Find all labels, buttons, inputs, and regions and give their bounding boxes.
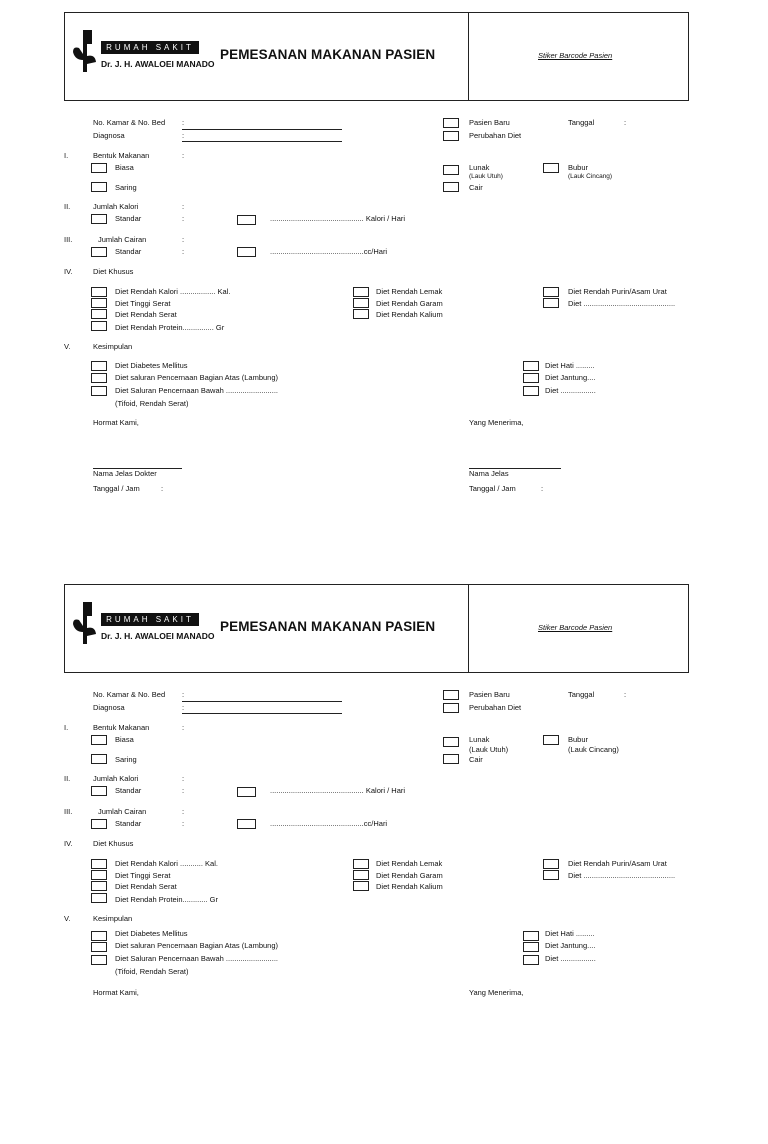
diet-option: Diet Rendah Kalium — [376, 310, 443, 319]
diet-checkbox[interactable] — [353, 881, 369, 891]
diet-checkbox[interactable] — [353, 298, 369, 308]
fluid-standard-checkbox[interactable] — [91, 819, 107, 829]
lunak-checkbox[interactable] — [443, 165, 459, 175]
diet-checkbox[interactable] — [91, 870, 107, 880]
conclusion-checkbox[interactable] — [91, 955, 107, 965]
colon: : — [182, 214, 185, 223]
diet-option: Diet Rendah Serat — [115, 882, 177, 891]
standard-label: Standar — [115, 819, 142, 828]
receiver-name-label: Nama Jelas — [469, 469, 509, 478]
conclusion-option: Diet Diabetes Mellitus — [115, 361, 188, 370]
section-number: I. — [64, 723, 69, 732]
lunak-checkbox[interactable] — [443, 737, 459, 747]
barcode-sticker-label: Stiker Barcode Pasien — [538, 623, 613, 632]
colon: : — [541, 484, 544, 493]
colon: : — [182, 723, 185, 732]
diet-change-checkbox[interactable] — [443, 703, 459, 713]
diet-option: Diet Rendah Lemak — [376, 287, 443, 296]
conclusion-checkbox[interactable] — [523, 942, 539, 952]
conclusion-checkbox[interactable] — [91, 931, 107, 941]
diet-checkbox[interactable] — [91, 309, 107, 319]
colon: : — [161, 484, 164, 493]
calorie-value-checkbox[interactable] — [237, 787, 256, 797]
diet-checkbox[interactable] — [91, 287, 107, 297]
form-title: PEMESANAN MAKANAN PASIEN — [220, 47, 436, 62]
conclusion-checkbox[interactable] — [523, 955, 539, 965]
calorie-heading: Jumlah Kalori — [93, 774, 139, 783]
conclusion-checkbox[interactable] — [523, 931, 539, 941]
saring-checkbox[interactable] — [91, 754, 107, 764]
conclusion-option: Diet Hati ......... — [545, 361, 595, 370]
biasa-label: Biasa — [115, 735, 134, 744]
bubur-note: (Lauk Cincang) — [568, 745, 619, 754]
fluid-value-checkbox[interactable] — [237, 819, 256, 829]
saring-label: Saring — [115, 183, 137, 192]
diet-option: Diet Rendah Kalori ................. Kal. — [115, 287, 231, 296]
colon: : — [182, 151, 185, 160]
conclusion-option: Diet ................. — [545, 386, 596, 395]
regards-label: Hormat Kami, — [93, 418, 139, 427]
receiver-label: Yang Menerima, — [469, 418, 524, 427]
hospital-logo-icon — [71, 602, 97, 646]
special-diet-heading: Diet Khusus — [93, 839, 134, 848]
calorie-per-day-field[interactable]: ............................................. Kalori / Hari — [270, 786, 406, 795]
colon: : — [182, 786, 185, 795]
cair-checkbox[interactable] — [443, 754, 459, 764]
cair-label: Cair — [469, 755, 483, 764]
diet-checkbox[interactable] — [91, 893, 107, 903]
hospital-logo-icon — [71, 30, 97, 74]
colon: : — [182, 774, 185, 783]
bubur-note: (Lauk Cincang) — [568, 173, 613, 180]
conclusion-option: Diet Saluran Pencernaan Bawah ......................... — [115, 386, 278, 395]
conclusion-checkbox[interactable] — [523, 373, 539, 383]
form-header — [64, 12, 689, 101]
section-number: IV. — [64, 839, 73, 848]
section-number: V. — [64, 914, 71, 923]
lunak-note: (Lauk Utuh) — [469, 173, 503, 180]
conclusion-option: Diet Jantung.... — [545, 373, 596, 382]
diet-checkbox[interactable] — [91, 859, 107, 869]
calorie-value-checkbox[interactable] — [237, 215, 256, 225]
diagnosis-label: Diagnosa — [93, 131, 125, 140]
diet-checkbox[interactable] — [91, 881, 107, 891]
diet-option: Diet Rendah Protein............ Gr — [115, 895, 218, 904]
fluid-heading: Jumlah Cairan — [98, 807, 147, 816]
diet-checkbox[interactable] — [543, 287, 559, 297]
conclusion-option: Diet Saluran Pencernaan Bawah ......................... — [115, 954, 278, 963]
conclusion-checkbox[interactable] — [91, 373, 107, 383]
header-divider — [468, 585, 469, 672]
hospital-name: Dr. J. H. AWALOEI MANADO — [101, 631, 215, 641]
colon: : — [182, 131, 185, 140]
colon: : — [182, 202, 185, 211]
new-patient-checkbox[interactable] — [443, 118, 459, 128]
food-form-heading: Bentuk Makanan — [93, 723, 150, 732]
fluid-per-day-field[interactable]: .............................................cc/Hari — [270, 819, 388, 828]
conclusion-heading: Kesimpulan — [93, 342, 133, 351]
section-number: III. — [64, 235, 73, 244]
colon: : — [182, 690, 185, 699]
room-bed-label: No. Kamar & No. Bed — [93, 690, 166, 699]
standard-label: Standar — [115, 786, 142, 795]
diet-checkbox[interactable] — [543, 870, 559, 880]
diet-change-label: Perubahan Diet — [469, 131, 522, 140]
calorie-heading: Jumlah Kalori — [93, 202, 139, 211]
diet-option: Diet Rendah Protein............... Gr — [115, 323, 225, 332]
conclusion-checkbox[interactable] — [523, 386, 539, 396]
fluid-standard-checkbox[interactable] — [91, 247, 107, 257]
fluid-heading: Jumlah Cairan — [98, 235, 147, 244]
special-diet-heading: Diet Khusus — [93, 267, 134, 276]
form-title: PEMESANAN MAKANAN PASIEN — [220, 619, 436, 634]
lunak-label: Lunak — [469, 163, 490, 172]
fluid-value-checkbox[interactable] — [237, 247, 256, 257]
calorie-standard-checkbox[interactable] — [91, 214, 107, 224]
diet-change-label: Perubahan Diet — [469, 703, 522, 712]
conclusion-option: Diet Diabetes Mellitus — [115, 929, 188, 938]
section-number: V. — [64, 342, 71, 351]
section-number: II. — [64, 202, 71, 211]
section-number: III. — [64, 807, 73, 816]
colon: : — [182, 247, 185, 256]
new-patient-label: Pasien Baru — [469, 118, 510, 127]
datetime-label: Tanggal / Jam — [93, 484, 140, 493]
colon: : — [182, 807, 185, 816]
conclusion-option: Diet ................. — [545, 954, 596, 963]
section-number: II. — [64, 774, 71, 783]
conclusion-option: Diet Jantung.... — [545, 941, 596, 950]
diet-option: Diet ............................................ — [568, 299, 676, 308]
colon: : — [624, 118, 627, 127]
conclusion-heading: Kesimpulan — [93, 914, 133, 923]
conclusion-option: Diet saluran Pencernaan Bagian Atas (Lambung) — [115, 373, 279, 382]
fluid-per-day-field[interactable]: .............................................cc/Hari — [270, 247, 388, 256]
diet-option: Diet Rendah Purin/Asam Urat — [568, 287, 667, 296]
diet-change-checkbox[interactable] — [443, 131, 459, 141]
lunak-note: (Lauk Utuh) — [469, 745, 509, 754]
conclusion-checkbox[interactable] — [523, 361, 539, 371]
calorie-per-day-field[interactable]: ............................................. Kalori / Hari — [270, 214, 406, 223]
diet-checkbox[interactable] — [543, 859, 559, 869]
barcode-sticker-label: Stiker Barcode Pasien — [538, 51, 613, 60]
conclusion-note: (Tifoid, Rendah Serat) — [115, 967, 189, 976]
colon: : — [182, 235, 185, 244]
diet-option: Diet Rendah Purin/Asam Urat — [568, 859, 667, 868]
datetime-label: Tanggal / Jam — [469, 484, 516, 493]
bubur-checkbox[interactable] — [543, 735, 559, 745]
diet-checkbox[interactable] — [91, 298, 107, 308]
bubur-label: Bubur — [568, 735, 589, 744]
doctor-name-label: Nama Jelas Dokter — [93, 469, 157, 478]
form-header — [64, 584, 689, 673]
diagnosis-label: Diagnosa — [93, 703, 125, 712]
diet-option: Diet Rendah Kalium — [376, 882, 443, 891]
new-patient-checkbox[interactable] — [443, 690, 459, 700]
diet-checkbox[interactable] — [543, 298, 559, 308]
diet-checkbox[interactable] — [353, 309, 369, 319]
section-number: IV. — [64, 267, 73, 276]
hospital-banner: RUMAH SAKIT — [101, 41, 199, 54]
diet-checkbox[interactable] — [353, 859, 369, 869]
room-bed-input[interactable] — [182, 129, 342, 130]
biasa-checkbox[interactable] — [91, 163, 107, 173]
food-form-heading: Bentuk Makanan — [93, 151, 150, 160]
conclusion-checkbox[interactable] — [91, 361, 107, 371]
diet-option: Diet Rendah Garam — [376, 871, 443, 880]
bubur-checkbox[interactable] — [543, 163, 559, 173]
hospital-name: Dr. J. H. AWALOEI MANADO — [101, 59, 215, 69]
new-patient-label: Pasien Baru — [469, 690, 510, 699]
hospital-banner: RUMAH SAKIT — [101, 613, 199, 626]
conclusion-checkbox[interactable] — [91, 942, 107, 952]
conclusion-option: Diet saluran Pencernaan Bagian Atas (Lambung) — [115, 941, 279, 950]
calorie-standard-checkbox[interactable] — [91, 786, 107, 796]
diet-checkbox[interactable] — [353, 287, 369, 297]
room-bed-input[interactable] — [182, 701, 342, 702]
lunak-label: Lunak — [469, 735, 490, 744]
conclusion-option: Diet Hati ......... — [545, 929, 595, 938]
colon: : — [182, 118, 185, 127]
diet-checkbox[interactable] — [353, 870, 369, 880]
date-label: Tanggal — [568, 118, 595, 127]
colon: : — [624, 690, 627, 699]
diagnosis-input[interactable] — [182, 141, 342, 142]
conclusion-checkbox[interactable] — [91, 386, 107, 396]
colon: : — [182, 819, 185, 828]
biasa-checkbox[interactable] — [91, 735, 107, 745]
room-bed-label: No. Kamar & No. Bed — [93, 118, 166, 127]
diet-option: Diet ............................................ — [568, 871, 676, 880]
diet-option: Diet Rendah Garam — [376, 299, 443, 308]
biasa-label: Biasa — [115, 163, 134, 172]
standard-label: Standar — [115, 247, 142, 256]
diagnosis-input[interactable] — [182, 713, 342, 714]
diet-checkbox[interactable] — [91, 321, 107, 331]
header-divider — [468, 13, 469, 100]
cair-label: Cair — [469, 183, 483, 192]
diet-option: Diet Rendah Serat — [115, 310, 177, 319]
standard-label: Standar — [115, 214, 142, 223]
diet-option: Diet Rendah Kalori ........... Kal. — [115, 859, 218, 868]
bubur-label: Bubur — [568, 163, 589, 172]
section-number: I. — [64, 151, 69, 160]
saring-label: Saring — [115, 755, 137, 764]
conclusion-note: (Tifoid, Rendah Serat) — [115, 399, 189, 408]
meal-order-form-2 — [0, 572, 768, 1144]
diet-option: Diet Tinggi Serat — [115, 871, 171, 880]
saring-checkbox[interactable] — [91, 182, 107, 192]
cair-checkbox[interactable] — [443, 182, 459, 192]
receiver-label: Yang Menerima, — [469, 988, 524, 997]
diet-option: Diet Tinggi Serat — [115, 299, 171, 308]
colon: : — [182, 703, 185, 712]
diet-option: Diet Rendah Lemak — [376, 859, 443, 868]
regards-label: Hormat Kami, — [93, 988, 139, 997]
date-label: Tanggal — [568, 690, 595, 699]
